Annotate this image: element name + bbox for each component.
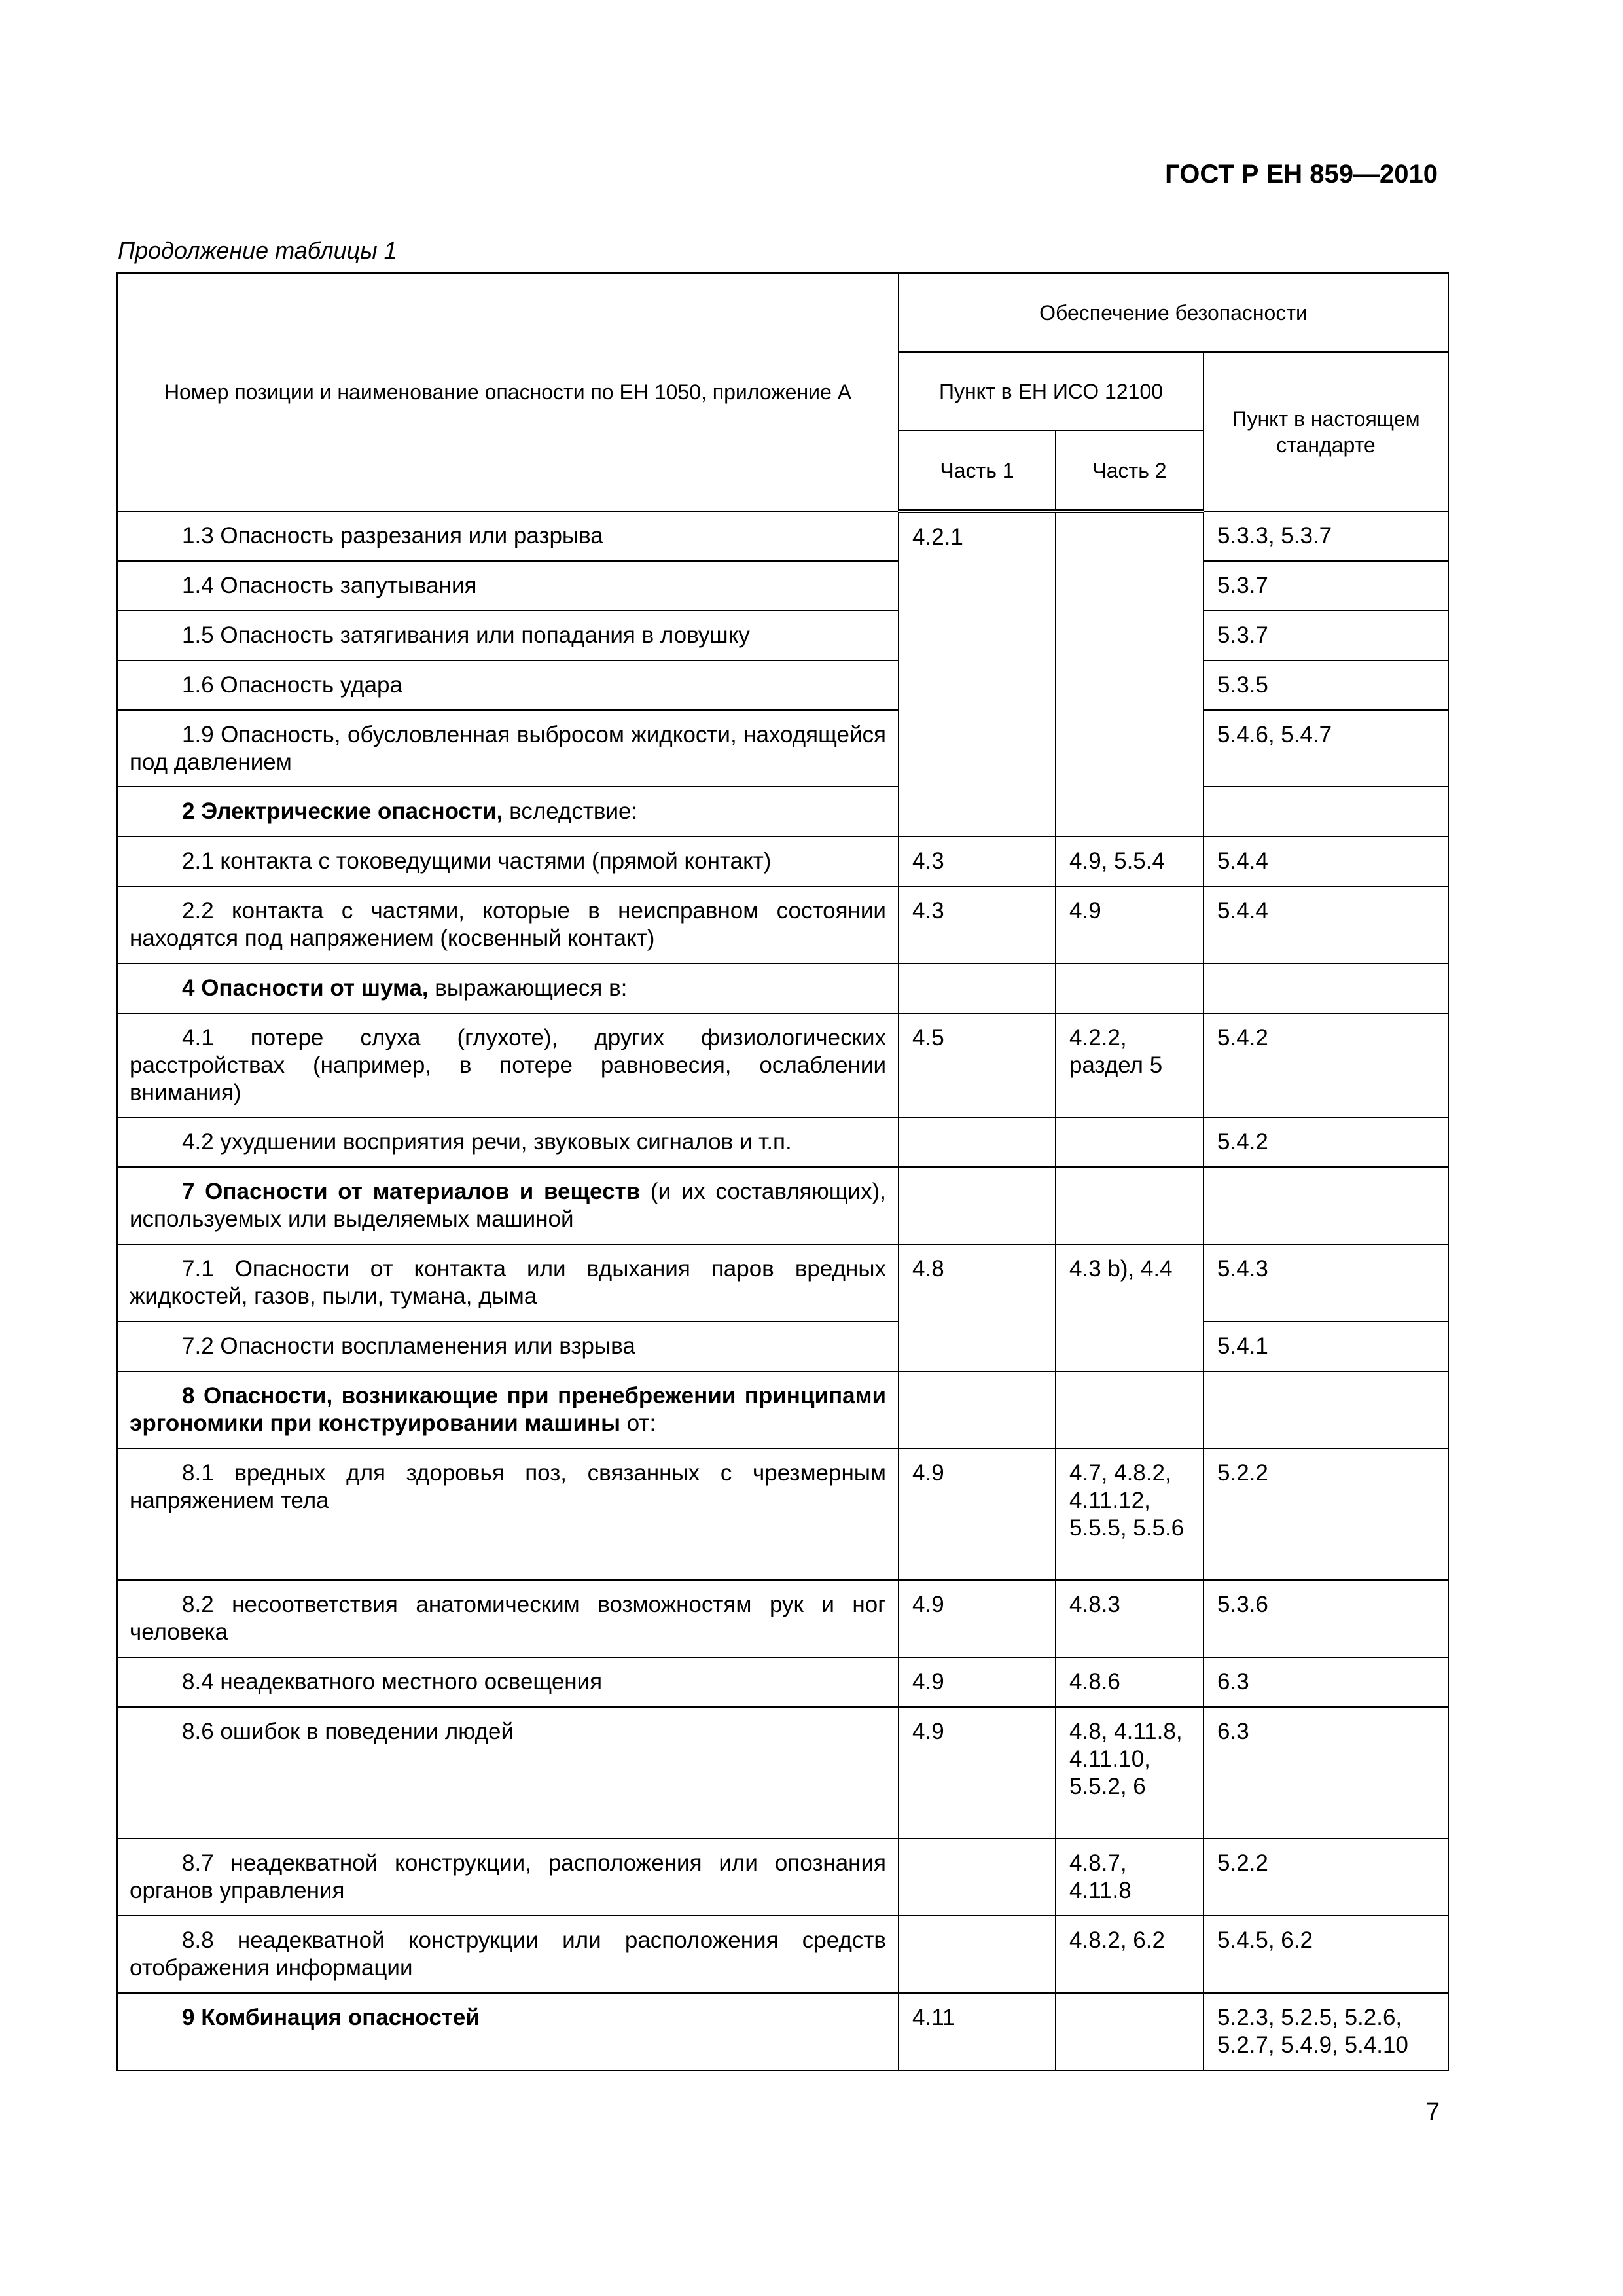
- hazard-description: [117, 787, 899, 836]
- standard-clause-ref: 6.3: [1204, 1707, 1448, 1839]
- iso-part-2-ref: [1056, 1371, 1204, 1448]
- hazard-description: [117, 1167, 899, 1244]
- standard-clause-ref: 5.3.5: [1204, 660, 1448, 710]
- table-row: [117, 1839, 1448, 1916]
- iso-part-1-ref: 4.3: [899, 886, 1056, 963]
- table-row: [117, 836, 1448, 886]
- hazard-text: 1.6 Опасность удара: [182, 672, 402, 698]
- header-hazard: Номер позиции и наименование опасности по ЕН 1050, приложение А: [117, 273, 899, 511]
- hazard-description: [117, 710, 899, 787]
- iso-part-1-ref: 4.8: [899, 1244, 1056, 1371]
- hazard-description: [117, 1321, 899, 1371]
- table-row: [117, 886, 1448, 963]
- iso-part-2-ref: 4.8.6: [1056, 1657, 1204, 1707]
- iso-part-1-ref: 4.2.1: [899, 511, 1056, 836]
- iso-part-2-ref: [1056, 1167, 1204, 1244]
- iso-part-1-ref: 4.9: [899, 1657, 1056, 1707]
- table-row: [117, 1244, 1448, 1321]
- hazard-group-title: 4 Опасности от шума,: [182, 975, 429, 1001]
- hazard-text: 8.2 несоответствия анатомическим возможностям рук и ног человека: [130, 1592, 886, 1645]
- iso-part-1-ref: [899, 1117, 1056, 1167]
- standard-clause-ref: 5.3.7: [1204, 561, 1448, 611]
- hazard-text: 8.1 вредных для здоровья поз, связанных с чрезмерным напряжением тела: [130, 1460, 886, 1513]
- standard-clause-ref: 5.4.4: [1204, 836, 1448, 886]
- hazard-text: 7.2 Опасности воспламенения или взрыва: [182, 1333, 635, 1359]
- hazard-description: [117, 963, 899, 1013]
- iso-part-2-ref: 4.7, 4.8.2, 4.11.12, 5.5.5, 5.5.6: [1056, 1448, 1204, 1580]
- document-code: ГОСТ Р ЕН 859—2010: [1165, 160, 1438, 188]
- iso-part-2-ref: [1056, 511, 1204, 836]
- hazard-text: 8.8 неадекватной конструкции или расположения средств отображения информации: [130, 1928, 886, 1981]
- hazard-description: [117, 1839, 899, 1916]
- hazard-text: 7.1 Опасности от контакта или вдыхания паров вредных жидкостей, газов, пыли, тумана, дыма: [130, 1256, 886, 1309]
- iso-part-1-ref: [899, 1371, 1056, 1448]
- standard-clause-ref: 5.2.2: [1204, 1448, 1448, 1580]
- hazard-description: [117, 836, 899, 886]
- standard-clause-ref: 5.4.1: [1204, 1321, 1448, 1371]
- iso-part-1-ref: 4.5: [899, 1013, 1056, 1117]
- iso-part-1-ref: 4.9: [899, 1707, 1056, 1839]
- hazard-description: [117, 1013, 899, 1117]
- hazard-description: [117, 660, 899, 710]
- hazard-description: [117, 1993, 899, 2070]
- standard-clause-ref: 5.4.3: [1204, 1244, 1448, 1321]
- table-row: [117, 1707, 1448, 1839]
- standard-clause-ref: [1204, 1371, 1448, 1448]
- hazard-text: 8.4 неадекватного местного освещения: [182, 1669, 603, 1695]
- iso-part-2-ref: 4.9, 5.5.4: [1056, 836, 1204, 886]
- hazards-table-body: [117, 511, 1448, 2070]
- table-row: [117, 611, 1448, 660]
- table-row: [117, 511, 1448, 561]
- iso-part-2-ref: [1056, 1117, 1204, 1167]
- table-row: [117, 561, 1448, 611]
- iso-part-1-ref: 4.9: [899, 1580, 1056, 1657]
- hazard-text: 8.7 неадекватной конструкции, расположения или опознания органов управления: [130, 1850, 886, 1903]
- iso-part-1-ref: [899, 1839, 1056, 1916]
- hazard-text: 4.2 ухудшении восприятия речи, звуковых сигналов и т.п.: [182, 1129, 792, 1155]
- table-row: [117, 660, 1448, 710]
- header-this-standard: Пункт в настоящем стандарте: [1204, 352, 1448, 511]
- hazard-description: [117, 1707, 899, 1839]
- standard-clause-ref: 5.4.2: [1204, 1013, 1448, 1117]
- standard-clause-ref: 5.4.2: [1204, 1117, 1448, 1167]
- header-part-2: Часть 2: [1056, 431, 1204, 511]
- table-row: [117, 1167, 1448, 1244]
- header-iso-12100: Пункт в ЕН ИСО 12100: [899, 352, 1204, 431]
- hazard-group-title: 7 Опасности от материалов и веществ: [182, 1179, 641, 1204]
- iso-part-2-ref: 4.2.2, раздел 5: [1056, 1013, 1204, 1117]
- standard-clause-ref: 5.4.5, 6.2: [1204, 1916, 1448, 1993]
- table-continuation-caption: Продолжение таблицы 1: [118, 237, 397, 264]
- iso-part-1-ref: [899, 963, 1056, 1013]
- hazard-description: [117, 511, 899, 561]
- standard-clause-ref: 5.4.4: [1204, 886, 1448, 963]
- hazard-text: 1.4 Опасность запутывания: [182, 573, 477, 598]
- iso-part-1-ref: 4.9: [899, 1448, 1056, 1580]
- hazard-text: 1.9 Опасность, обусловленная выбросом жидкости, находящейся под давлением: [130, 722, 886, 775]
- standard-clause-ref: 5.2.2: [1204, 1839, 1448, 1916]
- hazard-group-title: 9 Комбинация опасностей: [182, 2005, 480, 2030]
- standard-clause-ref: 6.3: [1204, 1657, 1448, 1707]
- hazards-table: [116, 272, 1449, 2071]
- table-row: [117, 1448, 1448, 1580]
- standard-clause-ref: 5.3.3, 5.3.7: [1204, 511, 1448, 561]
- header-safety: Обеспечение безопасности: [899, 273, 1448, 352]
- hazard-text: выражающиеся в:: [428, 975, 628, 1001]
- hazard-text: от:: [620, 1410, 656, 1436]
- table-row: [117, 1580, 1448, 1657]
- iso-part-2-ref: 4.8.7, 4.11.8: [1056, 1839, 1204, 1916]
- iso-part-1-ref: 4.11: [899, 1993, 1056, 2070]
- table-row: [117, 1013, 1448, 1117]
- iso-part-1-ref: [899, 1916, 1056, 1993]
- hazard-text: 2.2 контакта с частями, которые в неисправном состоянии находятся под напряжением (косвенный контакт): [130, 898, 886, 951]
- hazard-text: 1.3 Опасность разрезания или разрыва: [182, 523, 603, 548]
- table-row: [117, 1371, 1448, 1448]
- header-part-1: Часть 1: [899, 431, 1056, 511]
- standard-clause-ref: [1204, 963, 1448, 1013]
- hazard-group-title: 2 Электрические опасности,: [182, 798, 503, 824]
- hazard-description: [117, 561, 899, 611]
- table-row: [117, 1321, 1448, 1371]
- iso-part-2-ref: 4.9: [1056, 886, 1204, 963]
- hazard-text: 4.1 потере слуха (глухоте), других физиологических расстройствах (например, в потере равновесия, ослаблении внимания): [130, 1025, 886, 1105]
- table-row: [117, 1916, 1448, 1993]
- hazard-text: 2.1 контакта с токоведущими частями (прямой контакт): [182, 848, 772, 874]
- standard-clause-ref: 5.3.6: [1204, 1580, 1448, 1657]
- hazard-text: вследствие:: [503, 798, 638, 824]
- table-row: [117, 1657, 1448, 1707]
- standard-clause-ref: [1204, 1167, 1448, 1244]
- hazard-description: [117, 1371, 899, 1448]
- iso-part-2-ref: [1056, 1993, 1204, 2070]
- hazard-description: [117, 1244, 899, 1321]
- hazard-description: [117, 1657, 899, 1707]
- iso-part-2-ref: [1056, 963, 1204, 1013]
- hazard-description: [117, 1916, 899, 1993]
- hazard-description: [117, 1448, 899, 1580]
- iso-part-1-ref: [899, 1167, 1056, 1244]
- iso-part-1-ref: 4.3: [899, 836, 1056, 886]
- standard-clause-ref: [1204, 787, 1448, 836]
- standard-clause-ref: 5.2.3, 5.2.5, 5.2.6, 5.2.7, 5.4.9, 5.4.10: [1204, 1993, 1448, 2070]
- iso-part-2-ref: 4.8.2, 6.2: [1056, 1916, 1204, 1993]
- standard-clause-ref: 5.3.7: [1204, 611, 1448, 660]
- hazard-text: 8.6 ошибок в поведении людей: [182, 1719, 514, 1744]
- hazard-description: [117, 886, 899, 963]
- table-row: [117, 787, 1448, 836]
- table-row: [117, 710, 1448, 787]
- iso-part-2-ref: 4.8.3: [1056, 1580, 1204, 1657]
- table-row: [117, 1993, 1448, 2070]
- hazard-text: (и их составляющих), используемых или выделяемых машиной: [130, 1179, 886, 1232]
- hazard-description: [117, 611, 899, 660]
- page-number: 7: [1425, 2098, 1440, 2126]
- iso-part-2-ref: 4.3 b), 4.4: [1056, 1244, 1204, 1371]
- standard-clause-ref: 5.4.6, 5.4.7: [1204, 710, 1448, 787]
- table-row: [117, 1117, 1448, 1167]
- iso-part-2-ref: 4.8, 4.11.8, 4.11.10, 5.5.2, 6: [1056, 1707, 1204, 1839]
- hazard-description: [117, 1117, 899, 1167]
- hazard-text: 1.5 Опасность затягивания или попадания в ловушку: [182, 622, 750, 648]
- hazard-description: [117, 1580, 899, 1657]
- table-row: [117, 963, 1448, 1013]
- hazard-group-title: 8 Опасности, возникающие при пренебрежении принципами эргономики при конструировании машины: [130, 1383, 886, 1436]
